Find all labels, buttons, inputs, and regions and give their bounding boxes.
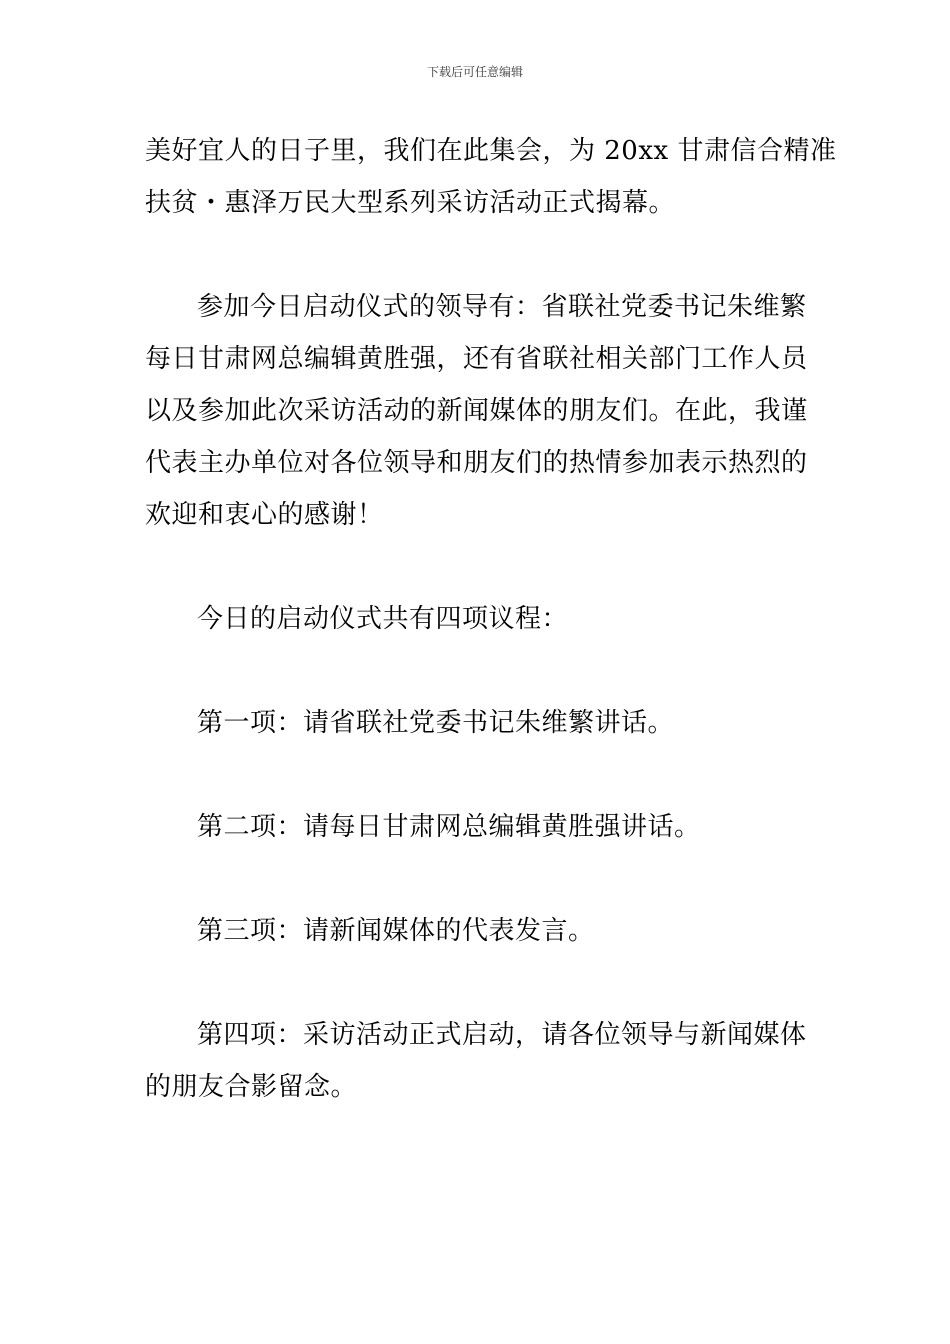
text-line: 今日的启动仪式共有四项议程： bbox=[197, 604, 569, 634]
paragraph-agenda-item-1 bbox=[145, 697, 807, 749]
text-line: 第二项：请每日甘肃网总编辑黄胜强讲话。 bbox=[197, 812, 701, 842]
paragraph-agenda-item-2 bbox=[145, 801, 807, 853]
paragraph-agenda-intro bbox=[145, 593, 807, 645]
text-line: 参加今日启动仪式的领导有：省联社党委书记朱维繁 bbox=[197, 292, 807, 322]
text-line: 第一项：请省联社党委书记朱维繁讲话。 bbox=[197, 708, 675, 738]
paragraph-gap bbox=[145, 749, 807, 801]
text-line: 的朋友合影留念。 bbox=[145, 1072, 358, 1102]
paragraph-gap bbox=[145, 645, 807, 697]
text-line: 美好宜人的日子里，我们在此集会，为 20xx 甘肃信合精准 bbox=[145, 136, 837, 166]
paragraph-gap bbox=[145, 853, 807, 905]
text-line: 第三项：请新闻媒体的代表发言。 bbox=[197, 916, 595, 946]
paragraph-agenda-item-4 bbox=[145, 1009, 807, 1113]
paragraph-opening bbox=[145, 125, 837, 229]
paragraph-agenda-item-3 bbox=[145, 905, 807, 957]
text-line: 欢迎和衷心的感谢！ bbox=[145, 500, 384, 530]
header-note: 下载后可任意编辑 bbox=[426, 65, 523, 79]
document-body bbox=[145, 125, 837, 1113]
paragraph-gap bbox=[145, 957, 807, 1009]
text-line: 代表主办单位对各位领导和朋友们的热情参加表示热烈的 bbox=[145, 448, 808, 478]
paragraph-gap bbox=[145, 229, 807, 281]
text-line: 第四项：采访活动正式启动，请各位领导与新闻媒体 bbox=[197, 1020, 807, 1050]
paragraph-attendees bbox=[145, 281, 807, 541]
text-line: 以及参加此次采访活动的新闻媒体的朋友们。在此，我谨 bbox=[145, 396, 808, 426]
text-line: 每日甘肃网总编辑黄胜强，还有省联社相关部门工作人员 bbox=[145, 344, 808, 374]
paragraph-gap bbox=[145, 541, 807, 593]
text-line: 扶贫・惠泽万民大型系列采访活动正式揭幕。 bbox=[145, 188, 676, 218]
